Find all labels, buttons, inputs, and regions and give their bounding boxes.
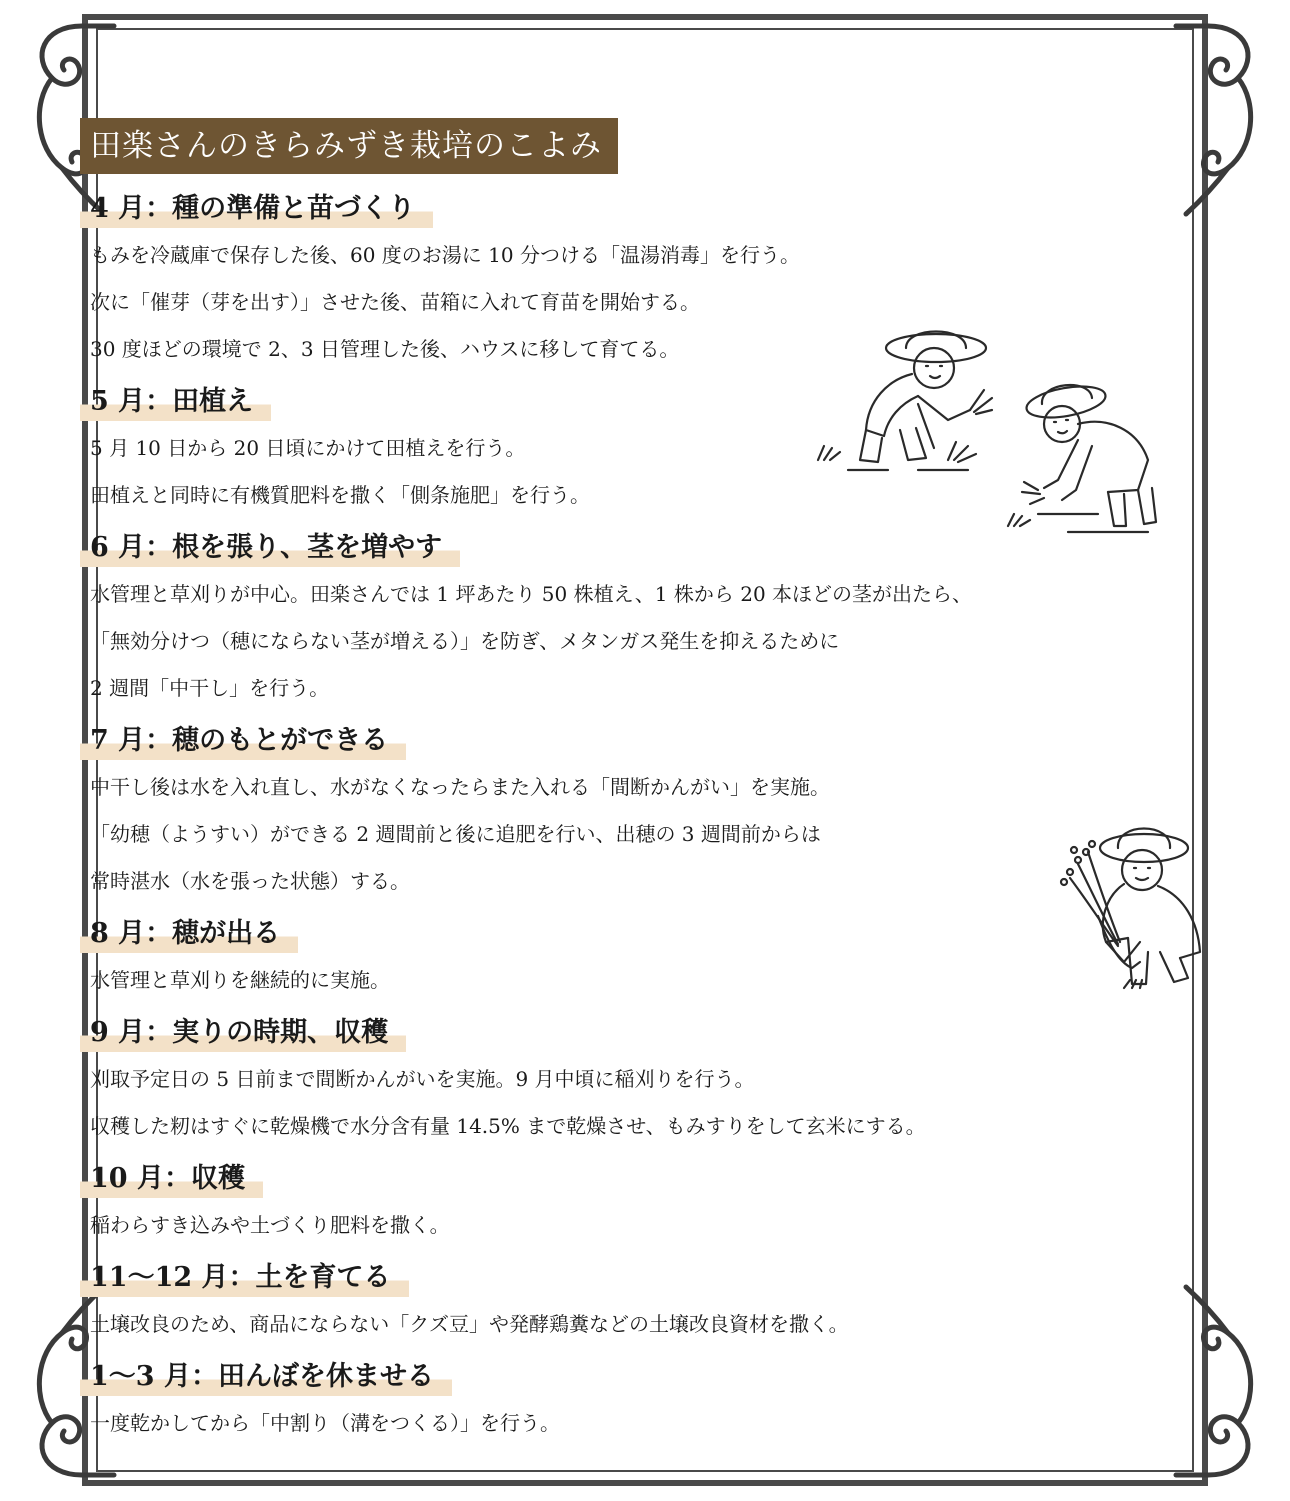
page-title: 田楽さんのきらみずき栽培のこよみ xyxy=(80,118,618,174)
corner-ornament-icon xyxy=(1172,18,1268,218)
section-text-line: 田植えと同時に有機質肥料を撒く「側条施肥」を行う。 xyxy=(90,483,590,507)
calendar-section xyxy=(80,1160,1220,1238)
section-text-line: 水管理と草刈りが中心。田楽さんでは 1 坪あたり 50 株植え、1 株から 20 本ほどの茎が出たら、 xyxy=(90,582,973,606)
section-heading: 4 月：種の準備と苗づくり xyxy=(80,190,433,228)
section-text-line: 水管理と草刈りを継続的に実施。 xyxy=(90,968,390,992)
section-heading: 10 月：収穫 xyxy=(80,1160,263,1198)
section-text-line: 収穫した籾はすぐに乾燥機で水分含有量 14.5% まで乾燥させ、もみすりをして玄米にする。 xyxy=(90,1114,926,1138)
farmers-planting-rice-icon xyxy=(808,320,1168,540)
section-text-line: 30 度ほどの環境で 2、3 日管理した後、ハウスに移して育てる。 xyxy=(90,337,680,361)
section-heading: 7 月：穂のもとができる xyxy=(80,722,406,760)
section-heading: 1～3 月：田んぼを休ませる xyxy=(80,1358,452,1396)
section-text-line: 2 週間「中干し」を行う。 xyxy=(90,676,330,700)
section-text-line: 次に「催芽（芽を出す）」させた後、苗箱に入れて育苗を開始する。 xyxy=(90,290,700,314)
section-heading: 11～12 月：土を育てる xyxy=(80,1259,409,1297)
farmer-harvesting-rice-icon xyxy=(1048,812,1228,1002)
section-heading: 9 月：実りの時期、収穫 xyxy=(80,1014,406,1052)
section-text-line: 「幼穂（ようすい）ができる 2 週間前と後に追肥を行い、出穂の 3 週間前からは xyxy=(90,822,821,846)
calendar-section xyxy=(80,1358,1220,1436)
section-text-line: 中干し後は水を入れ直し、水がなくなったらまた入れる「間断かんがい」を実施。 xyxy=(90,775,830,799)
section-text-line: 稲わらすき込みや土づくり肥料を撒く。 xyxy=(90,1213,450,1237)
section-text-line: 土壌改良のため、商品にならない「クズ豆」や発酵鶏糞などの土壌改良資材を撒く。 xyxy=(90,1312,849,1336)
calendar-section xyxy=(80,529,1220,701)
section-heading: 8 月：穂が出る xyxy=(80,915,298,953)
section-heading: 6 月：根を張り、茎を増やす xyxy=(80,529,460,567)
section-text-line: 5 月 10 日から 20 日頃にかけて田植えを行う。 xyxy=(90,436,526,460)
section-text-line: 常時湛水（水を張った状態）する。 xyxy=(90,869,410,893)
section-text-line: 一度乾かしてから「中割り（溝をつくる）」を行う。 xyxy=(90,1411,560,1435)
calendar-section xyxy=(80,1259,1220,1337)
section-text-line: もみを冷蔵庫で保存した後、60 度のお湯に 10 分つける「温湯消毒」を行う。 xyxy=(90,243,800,267)
section-heading: 5 月：田植え xyxy=(80,383,271,421)
calendar-section xyxy=(80,1014,1220,1139)
section-text-line: 刈取予定日の 5 日前まで間断かんがいを実施。9 月中頃に稲刈りを行う。 xyxy=(90,1067,755,1091)
section-text-line: 「無効分けつ（穂にならない茎が増える）」を防ぎ、メタンガス発生を抑えるために xyxy=(90,629,840,653)
